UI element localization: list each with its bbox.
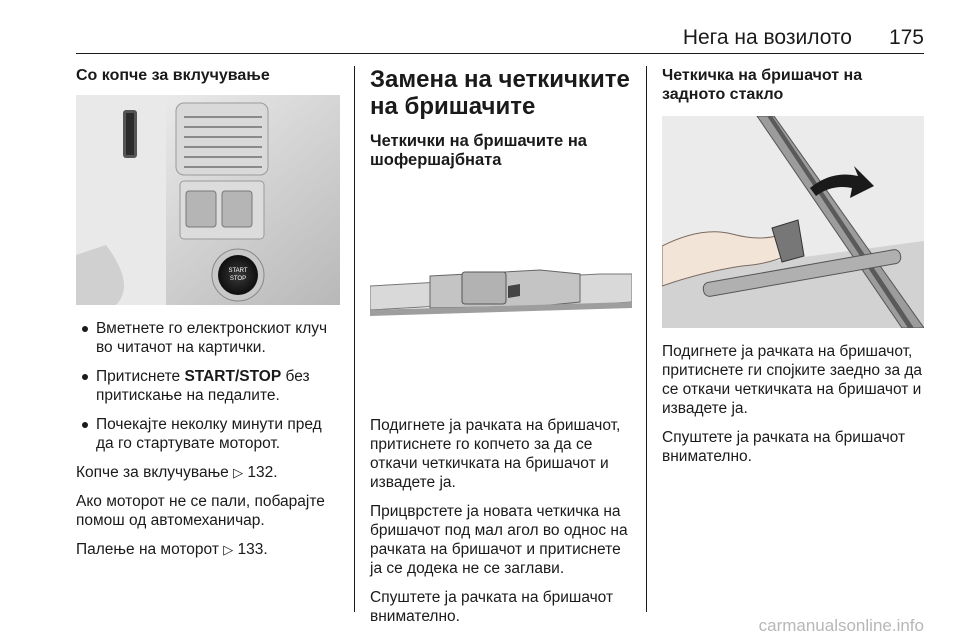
list-item: Почекајте неколку минути пред да го стартувате моторот. (76, 415, 340, 453)
column-rear-wiper (662, 66, 924, 466)
list-item: Вметнете го електронскиот клуч во читачот на картички. (76, 319, 340, 357)
page-reference-icon: ▷ (233, 465, 244, 480)
column-wiper-blades (370, 66, 632, 626)
body-text: Спуштете ја рачката на бришачот внимателно. (662, 429, 906, 465)
cross-reference[interactable]: Копче за вклучување ▷ 132. (76, 464, 278, 481)
section-heading: Со копче за вклучување (76, 67, 270, 84)
watermark: carmanualsonline.info (758, 616, 924, 635)
page-header-title: Нега на возилото (682, 26, 852, 49)
list-item: Притиснете START/STOP без притискање на педалите. (76, 367, 340, 405)
body-text: Спуштете ја рачката на бришачот внимателно. (370, 589, 614, 625)
page-header (76, 24, 924, 54)
column-start-button (76, 66, 340, 559)
windscreen-wiper-illustration (370, 190, 632, 402)
body-text: Подигнете ја рачката на бришачот, притиснете ги спојките заедно за да се откачи четкичката на бришачот и извадете ја. (662, 343, 923, 417)
body-text: Ако моторот не се пали, побарајте помош од автомеханичар. (76, 493, 325, 529)
column-divider (354, 66, 355, 612)
section-heading: Замена на четкичките на бришачите (370, 66, 630, 120)
subsection-heading: Четкички на бришачите на шофершајбната (370, 132, 587, 169)
section-heading: Четкичка на бришачот на задното стакло (662, 67, 863, 103)
start-button-illustration (76, 95, 340, 305)
header-rule (76, 53, 924, 54)
rear-wiper-illustration (662, 116, 924, 328)
button-label: STOP (229, 276, 247, 282)
body-text: Подигнете ја рачката на бришачот, притиснете го копчето за да се откачи четкичката на бришачот и извадете ја. (370, 417, 621, 491)
bullet-icon (82, 374, 88, 380)
instruction-list (76, 319, 340, 453)
page-number: 175 (888, 26, 924, 49)
button-label: START (228, 268, 248, 274)
page-reference-icon: ▷ (223, 542, 234, 557)
bullet-icon (82, 422, 88, 428)
column-divider (646, 66, 647, 612)
cross-reference[interactable]: Палење на моторот ▷ 133. (76, 541, 268, 558)
bullet-icon (82, 326, 88, 332)
body-text: Прицврстете ја новата четкичка на бришачот под мал агол во однос на рачката на бришачот и притиснете ја се додека не се заглави. (370, 503, 628, 577)
